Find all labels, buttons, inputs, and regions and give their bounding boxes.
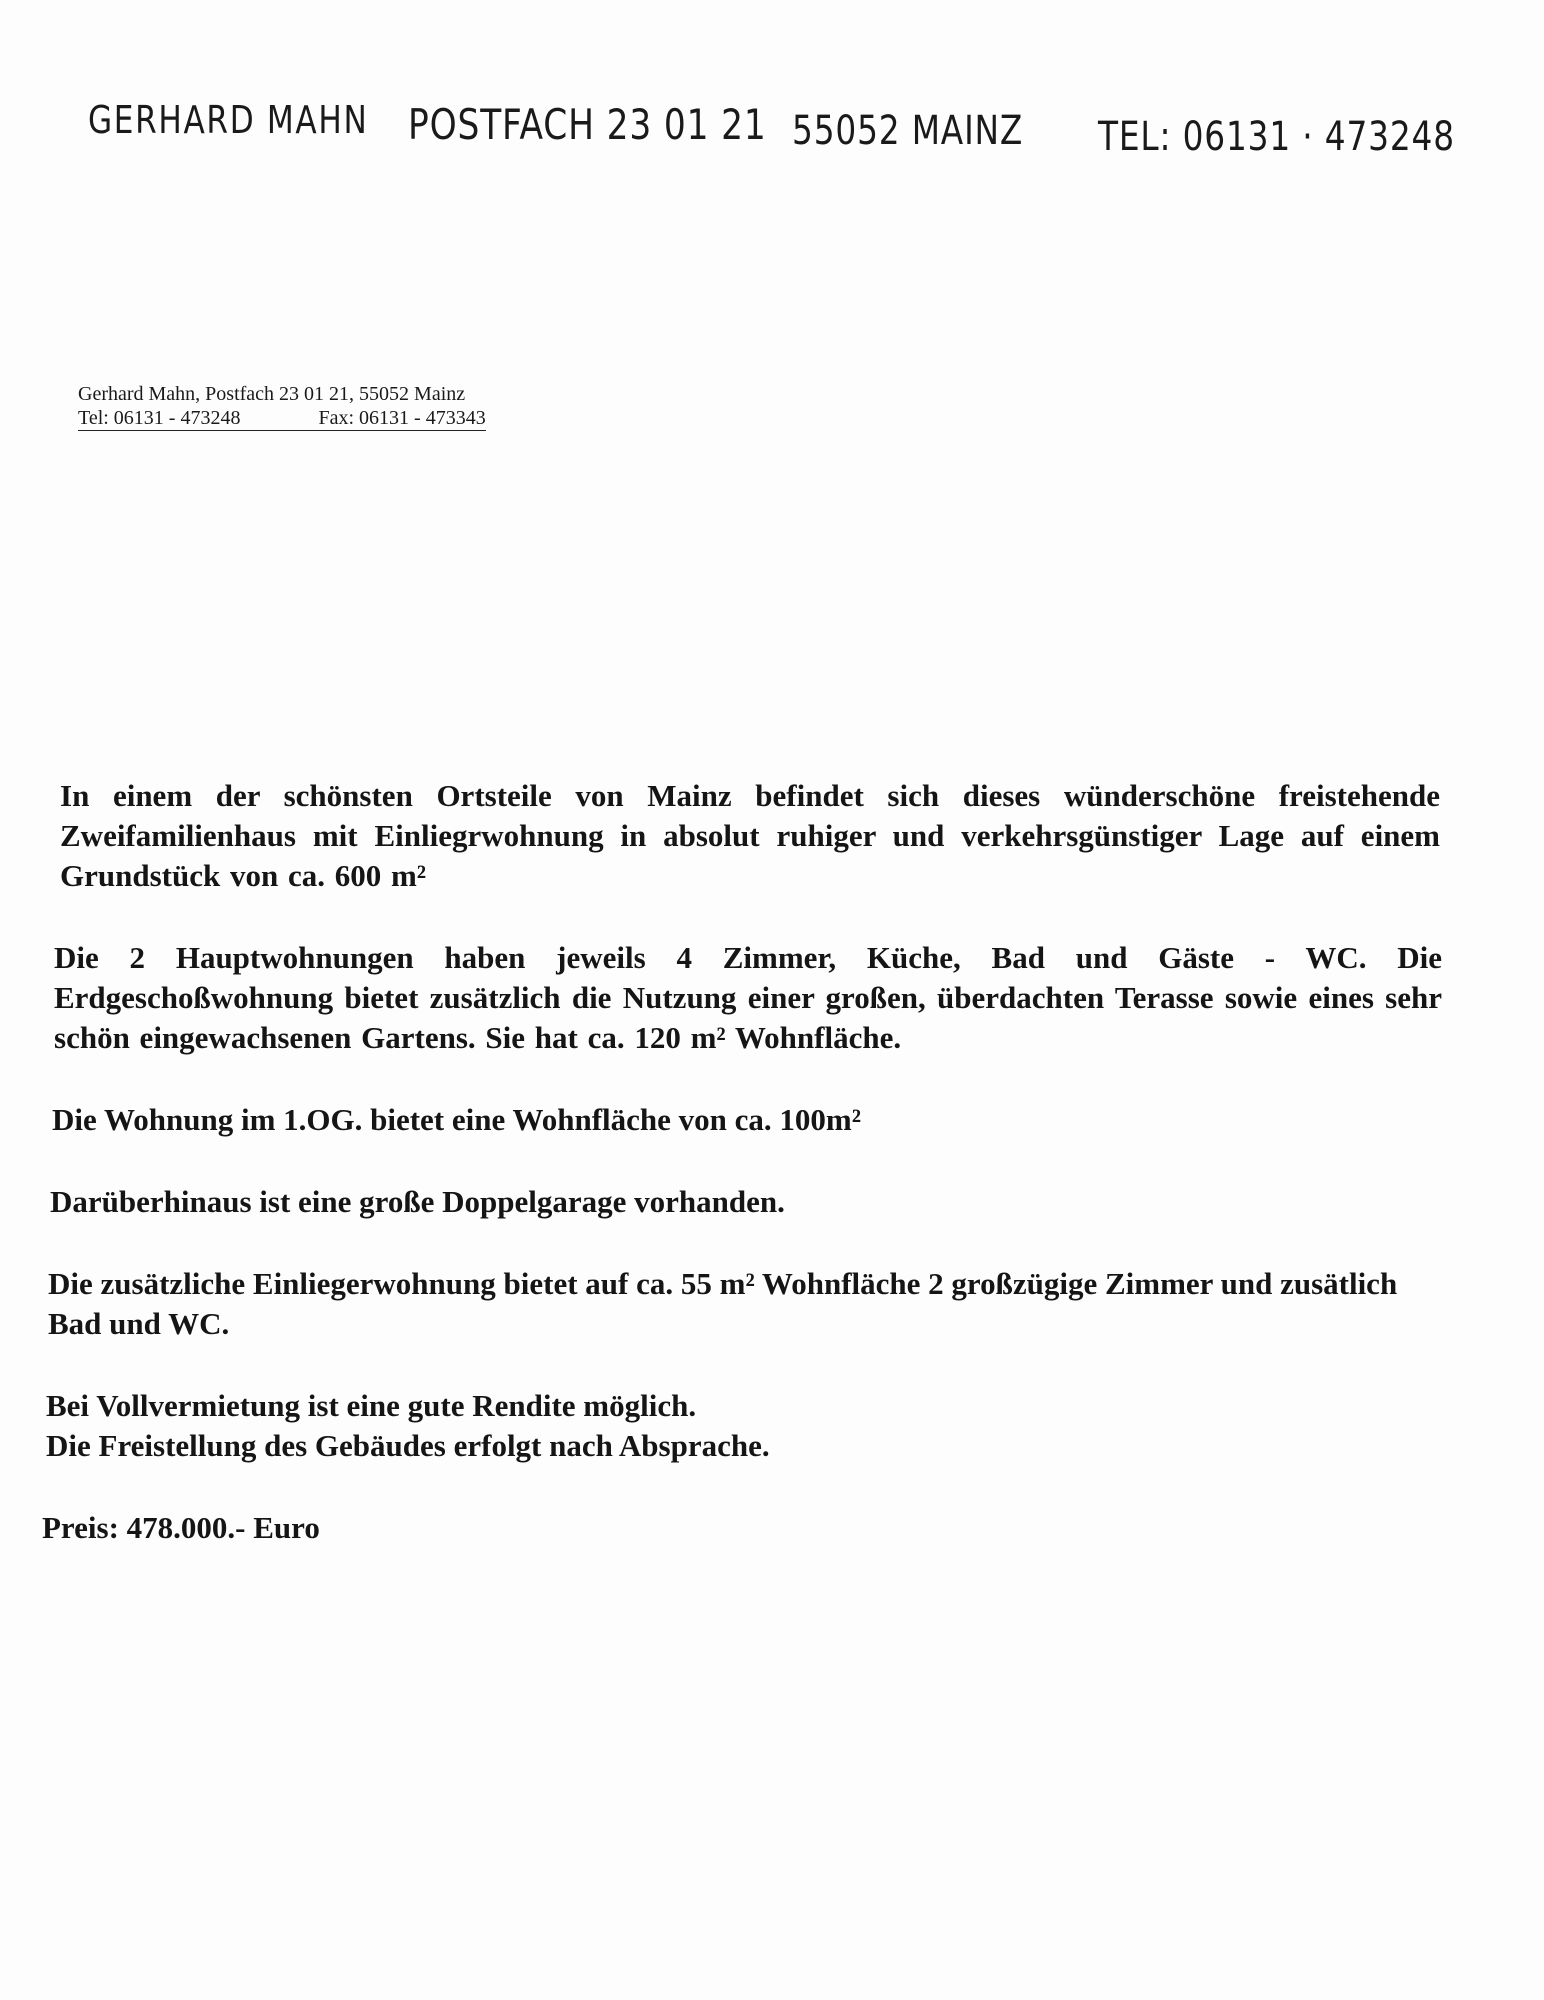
paragraph-garage: Darüberhinaus ist eine große Doppelgarage vorhanden.: [50, 1184, 785, 1219]
sender-contact-line: [78, 406, 486, 431]
letterhead-name: GERHARD MAHN: [88, 98, 369, 142]
paragraph-location: In einem der schönsten Ortsteile von Mainz befindet sich dieses wünderschöne freistehende Zweifamilienhaus mit Einliegrwohnung in absolut ruhiger und verkehrsgünstiger Lage auf einem Grundstück von ca. 600 m²: [60, 778, 1440, 893]
letterhead-po-box: POSTFACH 23 01 21: [408, 100, 767, 149]
sender-fax: Fax: 06131 - 473343: [318, 407, 486, 429]
letterhead: [0, 98, 1544, 158]
paragraph-upper-floor: Die Wohnung im 1.OG. bietet eine Wohnfläche von ca. 100m²: [52, 1102, 862, 1137]
sender-address-block: [78, 382, 486, 431]
paragraph-granny-flat: Die zusätzliche Einliegerwohnung bietet auf ca. 55 m² Wohnfläche 2 großzügige Zimmer und zusätlich Bad und WC.: [48, 1266, 1398, 1341]
sender-address-line: Gerhard Mahn, Postfach 23 01 21, 55052 Mainz: [78, 383, 466, 405]
sender-tel: Tel: 06131 - 473248: [78, 407, 241, 429]
letter-body: [40, 776, 1440, 1590]
paragraph-main-apartments: Die 2 Hauptwohnungen haben jeweils 4 Zimmer, Küche, Bad und Gäste - WC. Die Erdgeschoßwohnung bietet zusätzlich die Nutzung einer großen, überdachten Terasse sowie eines sehr schön eingewachsenen Gartens. Sie hat ca. 120 m² Wohnfläche.: [54, 940, 1442, 1055]
rental-line: Bei Vollvermietung ist eine gute Rendite möglich.: [46, 1388, 697, 1423]
letterhead-phone: TEL: 06131 · 473248: [1098, 114, 1455, 160]
paragraph-rental: [46, 1386, 1440, 1466]
price-line: Preis: 478.000.- Euro: [42, 1510, 320, 1545]
vacancy-line: Die Freistellung des Gebäudes erfolgt nach Absprache.: [46, 1428, 770, 1463]
letterhead-city: 55052 MAINZ: [792, 108, 1024, 154]
